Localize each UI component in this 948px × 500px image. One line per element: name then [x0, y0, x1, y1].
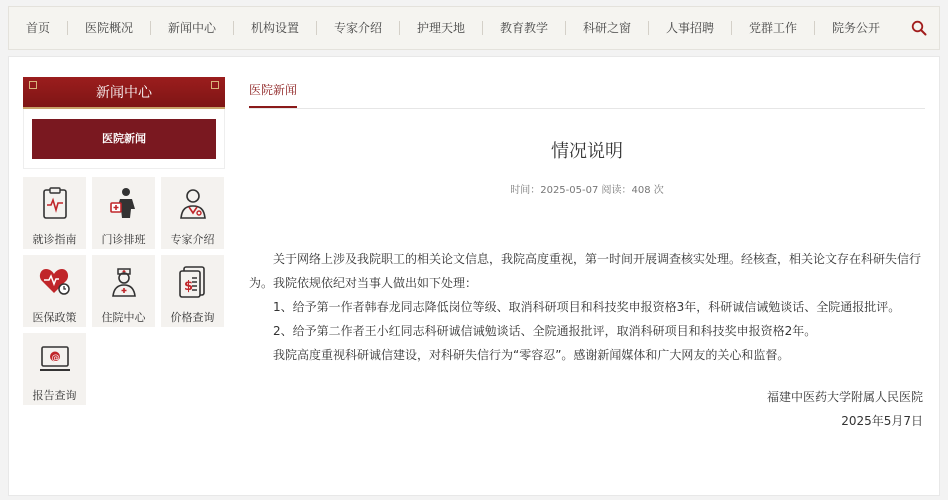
tile-inpatient-center[interactable] — [92, 255, 155, 327]
tile-label: 门诊排班 — [101, 233, 146, 246]
tile-label: 医保政策 — [32, 311, 77, 324]
search-icon — [911, 20, 927, 36]
nav-hospital-overview[interactable]: 医院概况 — [84, 21, 133, 35]
nav-home[interactable]: 首页 — [25, 21, 50, 35]
tile-label: 就诊指南 — [32, 233, 77, 246]
tile-label: 价格查询 — [170, 311, 215, 324]
content-panel — [8, 56, 940, 496]
tile-insurance-policy[interactable] — [23, 255, 86, 327]
ornament-corner — [211, 81, 219, 89]
sidebar-menu — [23, 109, 225, 169]
nav-party-work[interactable]: 党群工作 — [748, 21, 797, 35]
svg-text:$: $ — [183, 279, 193, 294]
nav-education[interactable]: 教育教学 — [499, 21, 548, 35]
article-paragraph: 我院高度重视科研诚信建设，对科研失信行为“零容忍”。感谢新闻媒体和广大网友的关心和监督。 — [273, 348, 790, 362]
article-signature-block — [767, 385, 923, 433]
svg-text:@: @ — [51, 353, 60, 362]
nav-recruitment[interactable]: 人事招聘 — [665, 21, 714, 35]
tab-divider — [249, 108, 925, 109]
tile-label: 专家介绍 — [170, 233, 215, 246]
expert-icon — [175, 185, 211, 221]
tile-price-query[interactable] — [161, 255, 224, 327]
ornament-corner — [29, 81, 37, 89]
sidebar-heading — [23, 77, 225, 109]
top-navigation — [8, 6, 940, 50]
article-paragraph: 1、给予第一作者韩春龙同志降低岗位等级、取消科研项目和科技奖申报资格3年，科研诚信诫勉谈话、全院通报批评。 — [273, 300, 901, 314]
search-button[interactable] — [901, 6, 937, 50]
clipboard-icon — [37, 185, 73, 221]
article-paragraph: 2、给予第二作者王小红同志科研诚信诫勉谈话、全院通报批评，取消科研项目和科技奖申报资格2年。 — [273, 324, 817, 338]
article-signature: 福建中医药大学附属人民医院 — [766, 390, 923, 404]
article-paragraph: 关于网络上涉及我院职工的相关论文信息，我院高度重视，第一时间开展调查核实处理。经核查，相关论文存在科研失信行为。我院依规依纪对当事人做出如下处理： — [249, 252, 922, 290]
nav-departments[interactable]: 机构设置 — [250, 21, 299, 35]
nav-news-center[interactable]: 新闻中心 — [167, 21, 216, 35]
article-body — [249, 247, 927, 367]
tile-report-query[interactable] — [23, 333, 86, 405]
tile-visit-guide[interactable] — [23, 177, 86, 249]
nurse-icon — [106, 263, 142, 299]
article-meta: 时间：2025-05-07 阅读：408 次 — [510, 185, 664, 196]
nav-research[interactable]: 科研之窗 — [582, 21, 631, 35]
tile-experts[interactable] — [161, 177, 224, 249]
tile-outpatient-schedule[interactable] — [92, 177, 155, 249]
tab-hospital-news[interactable]: 医院新闻 — [249, 81, 297, 108]
nav-nursing[interactable]: 护理天地 — [416, 21, 465, 35]
nav-affairs[interactable]: 院务公开 — [831, 21, 880, 35]
tile-label: 住院中心 — [101, 311, 146, 324]
sidebar-item-hospital-news[interactable]: 医院新闻 — [32, 119, 216, 159]
nav-experts[interactable]: 专家介绍 — [333, 21, 382, 35]
doctor-icon — [106, 185, 142, 221]
article-title: 情况说明 — [551, 141, 623, 162]
tile-label: 报告查询 — [32, 389, 77, 402]
heart-shield-icon — [37, 263, 73, 299]
report-monitor-icon — [37, 341, 73, 377]
nav-menu — [9, 6, 901, 50]
article-date: 2025年5月7日 — [841, 414, 923, 428]
sidebar-heading-label: 新闻中心 — [96, 85, 152, 101]
price-list-icon — [175, 263, 211, 299]
